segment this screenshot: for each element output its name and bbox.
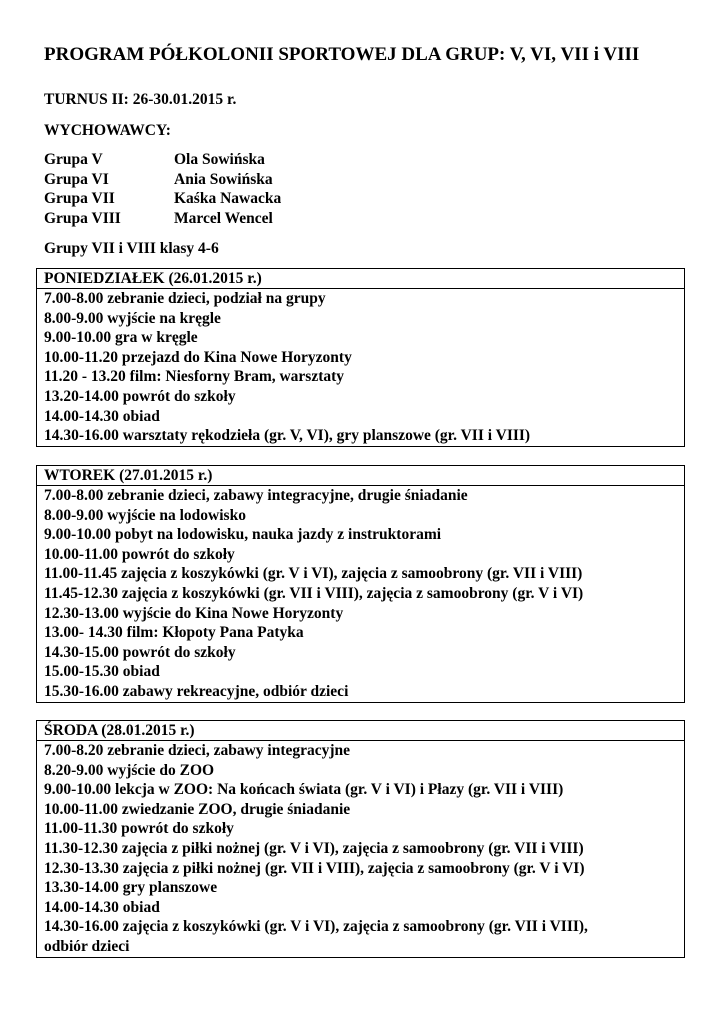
schedule-item: 15.00-15.30 obiad bbox=[44, 663, 160, 681]
schedule-item: 14.30-16.00 zajęcia z koszykówki (gr. V i VI), zajęcia z samoobrony (gr. VII i VIII), bbox=[44, 918, 588, 936]
schedule-item: 11.30-12.30 zajęcia z piłki nożnej (gr. V i VI), zajęcia z samoobrony (gr. VII i VIII) bbox=[44, 839, 584, 857]
schedule-item: odbiór dzieci bbox=[44, 937, 130, 955]
schedule-item: 13.30-14.00 gry planszowe bbox=[44, 879, 218, 897]
schedule-item: 14.00-14.30 obiad bbox=[44, 898, 160, 916]
schedule-item: 12.30-13.30 zajęcia z piłki nożnej (gr. VII i VIII), zajęcia z samoobrony (gr. V i VI) bbox=[44, 859, 585, 877]
document-title: PROGRAM PÓŁKOLONII SPORTOWEJ DLA GRUP: V, VI, VII i VIII bbox=[44, 44, 640, 65]
group-row bbox=[44, 210, 273, 228]
schedule-item: 8.00-9.00 wyjście na kręgle bbox=[44, 309, 221, 327]
group-name: Grupa VI bbox=[44, 171, 109, 188]
teacher-name: Kaśka Nawacka bbox=[174, 190, 282, 207]
group-name: Grupa VIII bbox=[44, 210, 121, 227]
schedule-item: 7.00-8.00 zebranie dzieci, zabawy integracyjne, drugie śniadanie bbox=[44, 487, 468, 504]
group-name: Grupa V bbox=[44, 151, 103, 168]
day-header: ŚRODA (28.01.2015 r.) bbox=[37, 721, 684, 741]
schedule-item: 10.00-11.00 zwiedzanie ZOO, drugie śniadanie bbox=[44, 800, 351, 818]
day-header: PONIEDZIAŁEK (26.01.2015 r.) bbox=[37, 269, 684, 289]
schedule-item: 7.00-8.20 zebranie dzieci, zabawy integracyjne bbox=[44, 742, 351, 759]
schedule-item: 11.00-11.45 zajęcia z koszykówki (gr. V i VI), zajęcia z samoobrony (gr. VII i VIII) bbox=[44, 565, 583, 583]
schedule-item: 9.00-10.00 lekcja w ZOO: Na końcach świata (gr. V i VI) i Płazy (gr. VII i VIII) bbox=[44, 781, 564, 799]
classes-note: Grupy VII i VIII klasy 4-6 bbox=[44, 240, 219, 257]
schedule-item: 11.45-12.30 zajęcia z koszykówki (gr. VII i VIII), zajęcia z samoobrony (gr. V i VI) bbox=[44, 584, 584, 602]
schedule-item: 14.30-15.00 powrót do szkoły bbox=[44, 643, 236, 661]
schedule-item: 8.00-9.00 wyjście na lodowisko bbox=[44, 506, 246, 524]
schedule-item: 8.20-9.00 wyjście do ZOO bbox=[44, 761, 215, 779]
schedule-item: 15.30-16.00 zabawy rekreacyjne, odbiór dzieci bbox=[44, 682, 349, 700]
day-box-tuesday bbox=[36, 465, 685, 703]
schedule-item: 10.00-11.20 przejazd do Kina Nowe Horyzonty bbox=[44, 348, 352, 366]
schedule-item: 9.00-10.00 gra w kręgle bbox=[44, 329, 198, 347]
group-row bbox=[44, 151, 265, 169]
schedule-item: 10.00-11.00 powrót do szkoły bbox=[44, 545, 235, 563]
group-row bbox=[44, 190, 281, 208]
day-box-monday bbox=[36, 268, 685, 447]
group-row bbox=[44, 171, 273, 189]
schedule-item: 7.00-8.00 zebranie dzieci, podział na grupy bbox=[44, 290, 326, 307]
day-header: WTOREK (27.01.2015 r.) bbox=[37, 466, 684, 486]
schedule-item: 11.00-11.30 powrót do szkoły bbox=[44, 820, 234, 838]
schedule-item: 14.00-14.30 obiad bbox=[44, 407, 160, 425]
wychowawcy-label: WYCHOWAWCY: bbox=[44, 122, 171, 139]
teacher-name: Ania Sowińska bbox=[174, 171, 273, 188]
group-name: Grupa VII bbox=[44, 190, 115, 207]
day-box-wednesday bbox=[36, 720, 685, 958]
schedule-item: 11.20 - 13.20 film: Niesforny Bram, warsztaty bbox=[44, 368, 345, 386]
turnus-line: TURNUS II: 26-30.01.2015 r. bbox=[44, 91, 237, 108]
teacher-name: Marcel Wencel bbox=[174, 210, 273, 227]
schedule-item: 13.00- 14.30 film: Kłopoty Pana Patyka bbox=[44, 624, 304, 642]
teacher-name: Ola Sowińska bbox=[174, 151, 265, 168]
schedule-item: 12.30-13.00 wyjście do Kina Nowe Horyzonty bbox=[44, 604, 344, 622]
schedule-item: 9.00-10.00 pobyt na lodowisku, nauka jazdy z instruktorami bbox=[44, 526, 442, 544]
schedule-item: 13.20-14.00 powrót do szkoły bbox=[44, 387, 236, 405]
schedule-item: 14.30-16.00 warsztaty rękodzieła (gr. V, VI), gry planszowe (gr. VII i VIII) bbox=[44, 427, 531, 445]
